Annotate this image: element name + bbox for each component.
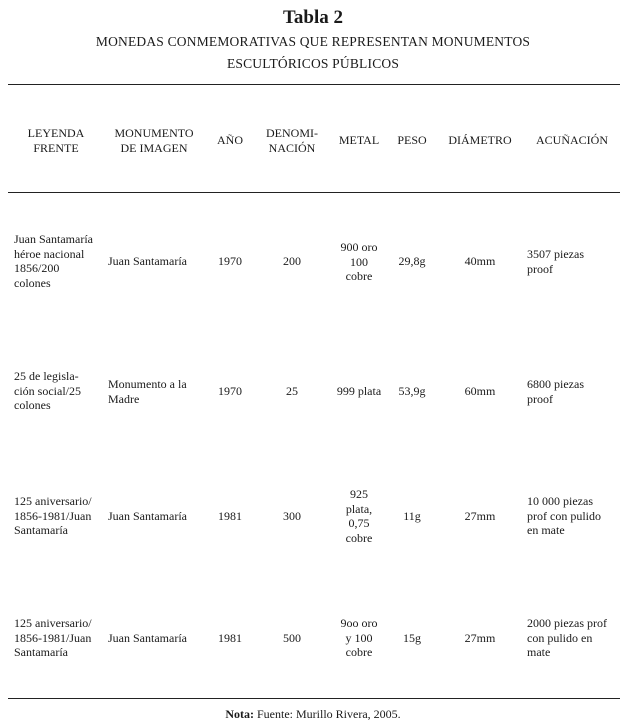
- header-monumento-line: DE IMAGEN: [120, 140, 188, 155]
- cell-line: colones: [14, 275, 51, 290]
- header-denominacion-line: NACIÓN: [268, 140, 316, 155]
- cell-monumento: [108, 509, 204, 524]
- header-monumento-line: MONUMENTO: [114, 126, 194, 140]
- header-monumento: [106, 126, 202, 155]
- note-label: Nota:: [225, 707, 254, 721]
- cell-line: prof con pulido: [527, 508, 601, 523]
- cell-metal: [332, 240, 386, 284]
- table-note: [0, 707, 626, 722]
- header-anio: AÑO: [217, 133, 243, 147]
- cell-anio: 1981: [218, 509, 242, 523]
- cell-anio: 1981: [218, 631, 242, 645]
- cell-peso: 11g: [403, 509, 421, 523]
- header-rule: [8, 192, 620, 193]
- header-leyenda-line: LEYENDA: [27, 126, 85, 140]
- cell-line: 100: [350, 254, 368, 269]
- cell-monumento: [108, 631, 204, 646]
- bottom-rule: [8, 698, 620, 699]
- cell-monumento: [108, 377, 204, 406]
- cell-line: con pulido en: [527, 630, 593, 645]
- cell-diametro: 60mm: [464, 384, 496, 398]
- cell-leyenda: [14, 616, 110, 660]
- cell-line: 1856/200: [14, 261, 60, 275]
- cell-line: 3507 piezas: [527, 247, 584, 261]
- cell-line: y 100: [345, 630, 373, 645]
- cell-line: Juan Santamaría: [108, 509, 187, 523]
- cell-line: héroe nacional: [14, 246, 85, 261]
- table-subtitle-line-2: ESCULTÓRICOS PÚBLICOS: [226, 56, 400, 71]
- cell-metal: [332, 616, 386, 660]
- cell-line: Juan Santamaría: [14, 232, 93, 246]
- cell-line: 6800 piezas: [527, 377, 584, 391]
- cell-acunacion: [527, 247, 622, 276]
- cell-line: 25 de legisla-: [14, 369, 79, 383]
- cell-line: 0,75: [348, 516, 370, 530]
- cell-line: Juan Santamaría: [108, 254, 187, 268]
- cell-line: 2000 piezas prof: [527, 616, 607, 630]
- cell-line: plata,: [345, 501, 373, 516]
- cell-anio: 1970: [218, 254, 242, 268]
- cell-line: colones: [14, 398, 51, 412]
- cell-line: mate: [527, 645, 551, 659]
- header-acunacion: ACUÑACIÓN: [536, 133, 608, 147]
- cell-line: 900 oro: [340, 240, 378, 254]
- cell-line: Santamaría: [14, 523, 68, 537]
- cell-line: 10 000 piezas: [527, 494, 593, 508]
- header-diametro: DIÁMETRO: [448, 133, 512, 147]
- cell-line: en mate: [527, 523, 565, 537]
- cell-peso: 53,9g: [398, 384, 426, 398]
- cell-line: cobre: [345, 645, 373, 659]
- cell-diametro: 27mm: [464, 631, 496, 645]
- header-leyenda: [14, 126, 98, 155]
- cell-denominacion: 500: [283, 631, 301, 645]
- cell-monumento: [108, 254, 204, 269]
- cell-line: Madre: [108, 391, 140, 406]
- header-peso: PESO: [397, 133, 427, 147]
- header-denominacion: [258, 126, 326, 155]
- cell-anio: 1970: [218, 384, 242, 398]
- cell-metal: [328, 384, 390, 399]
- header-leyenda-line: FRENTE: [33, 140, 79, 155]
- cell-line: Juan Santamaría: [108, 631, 187, 645]
- cell-diametro: 40mm: [464, 254, 496, 268]
- cell-acunacion: [527, 616, 622, 660]
- cell-denominacion: 200: [283, 254, 301, 268]
- cell-denominacion: 300: [283, 509, 301, 523]
- header-denominacion-line: DENOMI-: [266, 126, 318, 140]
- cell-line: ción social/25: [14, 383, 81, 398]
- cell-line: 9oo oro: [340, 616, 378, 630]
- cell-denominacion: 25: [286, 384, 298, 398]
- cell-metal: [332, 487, 386, 545]
- cell-leyenda: [14, 494, 110, 538]
- cell-peso: 29,8g: [398, 254, 426, 268]
- cell-line: cobre: [345, 530, 373, 545]
- header-metal: METAL: [338, 133, 380, 147]
- cell-leyenda: [14, 232, 110, 290]
- cell-leyenda: [14, 369, 110, 413]
- cell-line: cobre: [345, 269, 373, 283]
- cell-line: 999 plata: [336, 384, 382, 398]
- cell-line: proof: [527, 261, 553, 276]
- table-subtitle-line-1: MONEDAS CONMEMORATIVAS QUE REPRESENTAN MONUMENTOS: [95, 34, 531, 49]
- cell-diametro: 27mm: [464, 509, 496, 523]
- cell-line: 1856-1981/Juan: [14, 630, 92, 645]
- cell-line: 125 aniversario/: [14, 616, 92, 630]
- top-rule: [8, 84, 620, 85]
- note-text: Fuente: Murillo Rivera, 2005.: [254, 707, 401, 721]
- cell-line: Monumento a la: [108, 377, 187, 391]
- cell-line: 1856-1981/Juan: [14, 508, 92, 523]
- cell-line: 125 aniversario/: [14, 494, 92, 508]
- cell-acunacion: [527, 494, 622, 538]
- cell-acunacion: [527, 377, 622, 406]
- cell-line: Santamaría: [14, 645, 68, 659]
- cell-line: proof: [527, 391, 553, 406]
- cell-line: 925: [350, 487, 368, 501]
- cell-peso: 15g: [403, 631, 421, 645]
- table-title: Tabla 2: [282, 7, 344, 28]
